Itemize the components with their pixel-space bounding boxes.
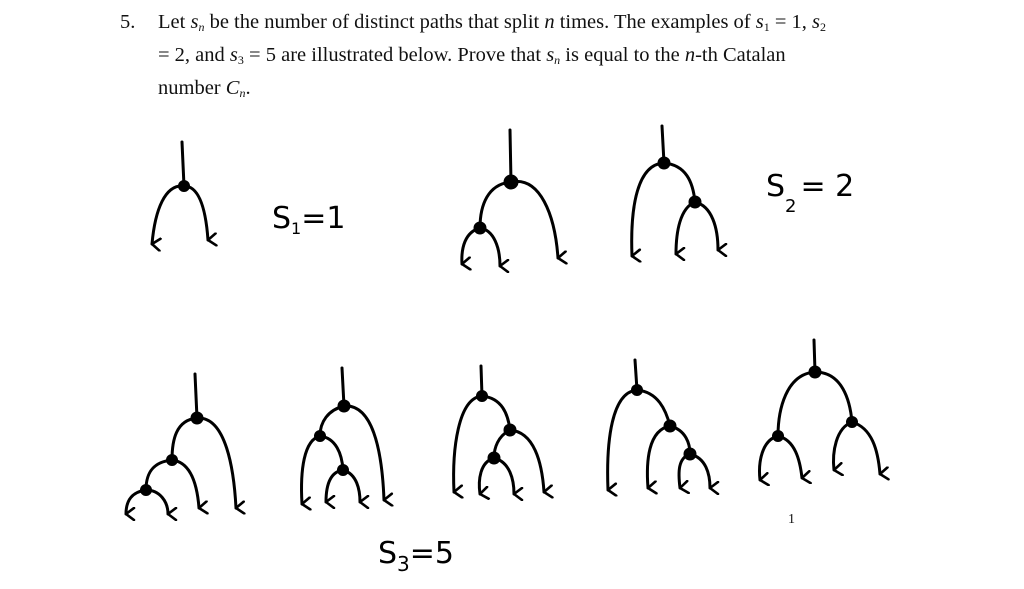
tree-s1-1	[152, 142, 208, 244]
tree-s2-1	[462, 130, 558, 266]
tree-s3-2	[302, 368, 384, 504]
label-s3: $S_3=5$	[378, 536, 455, 576]
tree-s3-5	[760, 340, 880, 480]
problem-text: Let $s_n$ be the number of distinct paths that split n times. The examples of $s_1 = 1$, $s_2 = 2$, and $s_3 = 5$ are illustrated below. Prove that $s_n$ is equal to the n-th Catalan number $C_n$.	[158, 11, 827, 100]
page-number: 1	[788, 512, 795, 527]
tree-s3-4	[608, 360, 710, 490]
problem-number: 5.	[120, 11, 136, 33]
tree-s3-3	[454, 366, 544, 494]
tree-s2-2	[632, 126, 718, 256]
label-s2: $S_2= 2$	[766, 169, 855, 217]
tree-s3-1	[126, 374, 236, 514]
label-s1: $S_1=1$	[272, 201, 346, 238]
